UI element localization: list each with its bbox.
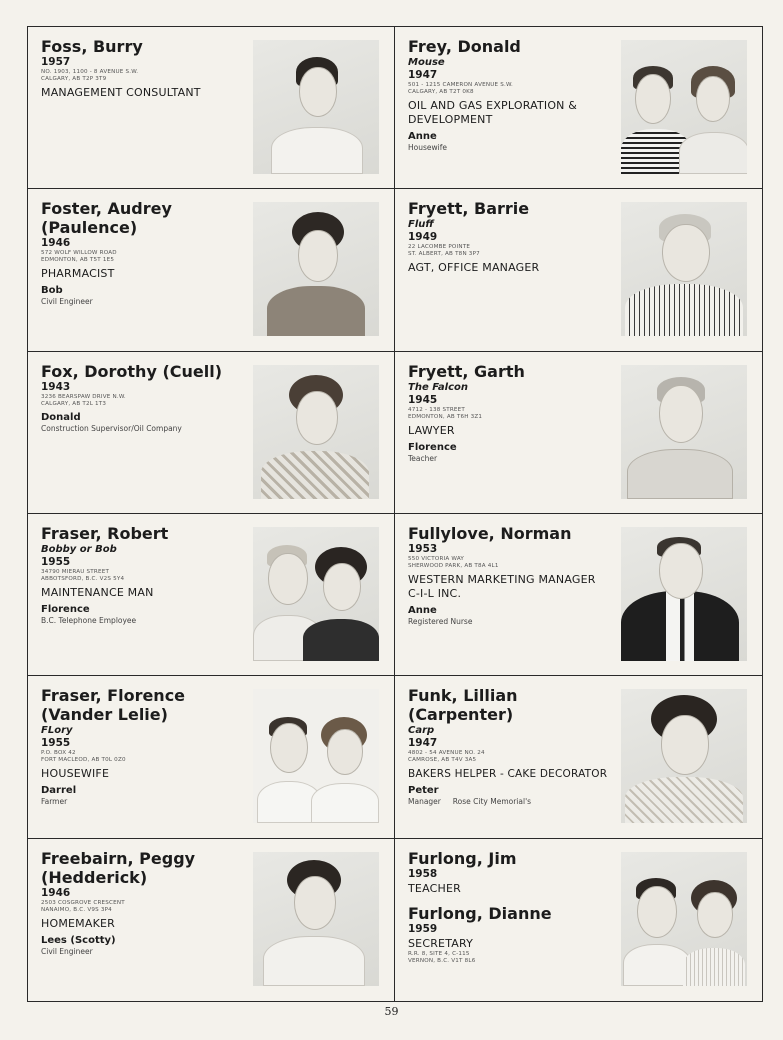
entry-spouse-occupation: Civil Engineer <box>41 297 93 307</box>
person-silhouette <box>623 874 689 986</box>
entry-maiden-name: (Vander Lelie) <box>41 705 168 725</box>
entry-year: 1945 <box>408 393 438 406</box>
entry-nickname: Bobby or Bob <box>41 543 117 555</box>
portrait-photo <box>253 365 379 499</box>
entry-spouse: Lees (Scotty) <box>41 934 116 946</box>
page-number: 59 <box>384 1005 399 1018</box>
entry-foss-burry <box>28 27 395 189</box>
entry-address-line: 2503 COSGROVE CRESCENT <box>41 899 125 906</box>
entry-address-line: 3236 BEARSPAW DRIVE N.W. <box>41 393 126 400</box>
entry-info <box>408 199 618 275</box>
portrait-photo <box>621 365 747 499</box>
entry-maiden-name: (Carpenter) <box>408 705 514 725</box>
entry-name: Foster, Audrey <box>41 199 172 219</box>
entry-name: Fryett, Garth <box>408 361 525 381</box>
person-silhouette <box>621 533 739 661</box>
entry-name: Frey, Donald <box>408 37 521 56</box>
person-silhouette <box>625 693 743 823</box>
entry-year: 1947 <box>408 737 438 750</box>
entry-info <box>408 686 618 807</box>
entry-name: Fraser, Florence <box>41 686 186 706</box>
entry-name: Fryett, Barrie <box>408 199 530 219</box>
entry-spouse-occupation: B.C. Telephone Employee <box>41 615 137 625</box>
person-silhouette <box>679 56 747 174</box>
entry-occupation: LAWYER <box>408 423 455 437</box>
entry-spouse-occupation: Manager Rose City Memorial's <box>408 797 532 807</box>
entry-address-line: CALGARY, AB T2T 0K8 <box>408 89 474 95</box>
entry-info <box>41 362 256 434</box>
portrait-photo <box>253 689 379 823</box>
entry-occupation: MANAGEMENT CONSULTANT <box>41 86 201 99</box>
entry-address-line: CALGARY, AB T2L 1T3 <box>41 400 107 407</box>
entry-spouse-occupation: Housewife <box>408 143 447 152</box>
entry-nickname: FLory <box>41 725 73 737</box>
entry-maiden-name: (Paulence) <box>41 218 138 238</box>
portrait-photo <box>621 527 747 661</box>
entry-name: Furlong, Jim <box>408 848 517 868</box>
entry-name: Fullylove, Norman <box>408 523 572 543</box>
entry-info <box>408 362 618 464</box>
entry-address-line: CAMROSE, AB T4V 3A5 <box>408 757 477 764</box>
entry-address-line: 4802 - 54 AVENUE NO. 24 <box>408 750 485 757</box>
entry-address-line: ABBOTSFORD, B.C. V2S 5Y4 <box>41 575 125 582</box>
entry-second-occupation: SECRETARY <box>408 936 474 950</box>
person-silhouette <box>683 878 745 986</box>
entry-spouse-occupation: Farmer <box>41 797 68 807</box>
entry-occupation: HOMEMAKER <box>41 916 115 930</box>
entry-year: 1949 <box>408 231 438 244</box>
entry-spouse: Anne <box>408 604 437 616</box>
entry-spouse-occupation: Teacher <box>408 453 438 463</box>
entry-fryett-barrie <box>395 189 762 351</box>
entry-occupation: TEACHER <box>408 881 461 895</box>
entry-spouse: Florence <box>408 441 457 453</box>
entry-year: 1947 <box>408 69 438 81</box>
entry-fryett-garth <box>395 352 762 514</box>
entry-occupation: PHARMACIST <box>41 267 115 281</box>
directory-grid <box>27 26 763 1002</box>
entry-spouse: Peter <box>408 785 439 797</box>
portrait-photo <box>621 852 747 986</box>
entry-nickname: Mouse <box>408 57 445 68</box>
entry-year: 1955 <box>41 737 71 750</box>
entry-occupation: MAINTENANCE MAN <box>41 585 154 599</box>
entry-fox-dorothy <box>28 352 395 514</box>
entry-address-line: 501 - 1215 CAMERON AVENUE S.W. <box>408 82 514 88</box>
entry-year: 1943 <box>41 380 71 393</box>
portrait-photo <box>253 40 379 174</box>
person-silhouette <box>271 49 361 174</box>
entry-address-line: EDMONTON, AB T5T 1E5 <box>41 257 115 264</box>
entry-spouse: Anne <box>408 131 437 142</box>
entry-name: Fox, Dorothy (Cuell) <box>41 361 223 381</box>
entry-spouse-occupation: Registered Nurse <box>408 616 473 626</box>
entry-address-line: 34790 MIERAU STREET <box>41 568 110 575</box>
entry-spouse: Florence <box>41 603 90 615</box>
entry-spouse-occupation: Civil Engineer <box>41 946 93 956</box>
portrait-photo <box>253 852 379 986</box>
entry-info <box>41 524 251 626</box>
entry-year: 1958 <box>408 867 438 880</box>
person-silhouette <box>627 371 731 499</box>
entry-name: Fraser, Robert <box>41 523 169 543</box>
entry-address-line: SHERWOOD PARK, AB T8A 4L1 <box>408 562 499 569</box>
entry-second-name: Furlong, Dianne <box>408 903 552 923</box>
portrait-photo <box>621 202 747 336</box>
entry-year: 1946 <box>41 886 71 899</box>
entry-info <box>408 849 618 965</box>
entry-furlong-jim-dianne <box>395 839 762 1001</box>
entry-frey-donald <box>395 27 762 189</box>
entry-year: 1953 <box>408 542 438 555</box>
entry-occupation: WESTERN MARKETING MANAGER <box>408 572 596 586</box>
entry-foster-audrey <box>28 189 395 351</box>
person-silhouette <box>303 543 379 661</box>
portrait-photo <box>253 202 379 336</box>
entry-occupation: DEVELOPMENT <box>408 113 493 126</box>
entry-spouse: Darrel <box>41 785 77 797</box>
entry-nickname: Fluff <box>408 219 434 231</box>
entry-name: Foss, Burry <box>41 37 143 56</box>
person-silhouette <box>267 208 365 336</box>
entry-info <box>41 849 251 957</box>
entry-occupation: AGT, OFFICE MANAGER <box>408 261 540 275</box>
entry-fraser-florence <box>28 676 395 838</box>
entry-address-line: NO. 1903, 1100 - 8 AVENUE S.W. <box>41 69 139 75</box>
entry-occupation: HOUSEWIFE <box>41 767 110 781</box>
entry-occupation: C-I-L INC. <box>408 586 462 600</box>
person-silhouette <box>263 858 363 986</box>
entry-address-line: R.R. 8, SITE 4, C-115 <box>408 950 470 957</box>
entry-nickname: Carp <box>408 725 435 737</box>
entry-address-line: 22 LACOMBE POINTE <box>408 244 471 251</box>
portrait-photo <box>621 40 747 174</box>
entry-address-line: 550 VICTORIA WAY <box>408 555 465 562</box>
entry-address-line: NANAIMO, B.C. V9S 3P4 <box>41 906 112 913</box>
entry-year: 1955 <box>41 555 71 568</box>
entry-spouse: Bob <box>41 285 63 297</box>
entry-info <box>41 686 251 807</box>
entry-name: Funk, Lillian <box>408 686 518 706</box>
entry-spouse-occupation: Construction Supervisor/Oil Company <box>41 423 182 433</box>
entry-info <box>41 37 251 100</box>
entry-funk-lillian <box>395 676 762 838</box>
person-silhouette <box>257 711 319 823</box>
entry-address-line: VERNON, B.C. V1T 8L6 <box>408 957 476 964</box>
entry-fraser-robert <box>28 514 395 676</box>
entry-fullylove-norman <box>395 514 762 676</box>
entry-occupation: OIL AND GAS EXPLORATION & <box>408 99 578 112</box>
entry-address-line: 4712 - 138 STREET <box>408 406 466 413</box>
entry-address-line: EDMONTON, AB T6H 3Z1 <box>408 413 483 420</box>
entry-address-line: FORT MACLEOD, AB T0L 0Z0 <box>41 757 126 764</box>
entry-year: 1957 <box>41 56 71 68</box>
entry-nickname: The Falcon <box>408 381 468 393</box>
entry-address-line: P.O. BOX 42 <box>41 750 76 757</box>
entry-info <box>41 199 251 307</box>
entry-address-line: CALGARY, AB T2P 3T9 <box>41 76 107 82</box>
person-silhouette <box>311 713 377 823</box>
entry-spouse: Donald <box>41 411 81 423</box>
person-silhouette <box>261 371 369 499</box>
entry-info <box>408 524 618 627</box>
entry-info <box>408 37 618 153</box>
portrait-photo <box>253 527 379 661</box>
entry-maiden-name: (Hedderick) <box>41 867 148 887</box>
entry-freebairn-peggy <box>28 839 395 1001</box>
entry-second-year: 1959 <box>408 922 438 935</box>
portrait-photo <box>621 689 747 823</box>
person-silhouette <box>625 208 743 336</box>
entry-occupation: BAKERS HELPER - CAKE DECORATOR <box>408 768 608 781</box>
entry-address-line: 572 WOLF WILLOW ROAD <box>41 250 117 257</box>
entry-year: 1946 <box>41 237 71 250</box>
entry-name: Freebairn, Peggy <box>41 848 196 868</box>
entry-address-line: ST. ALBERT, AB T8N 3P7 <box>408 251 480 258</box>
